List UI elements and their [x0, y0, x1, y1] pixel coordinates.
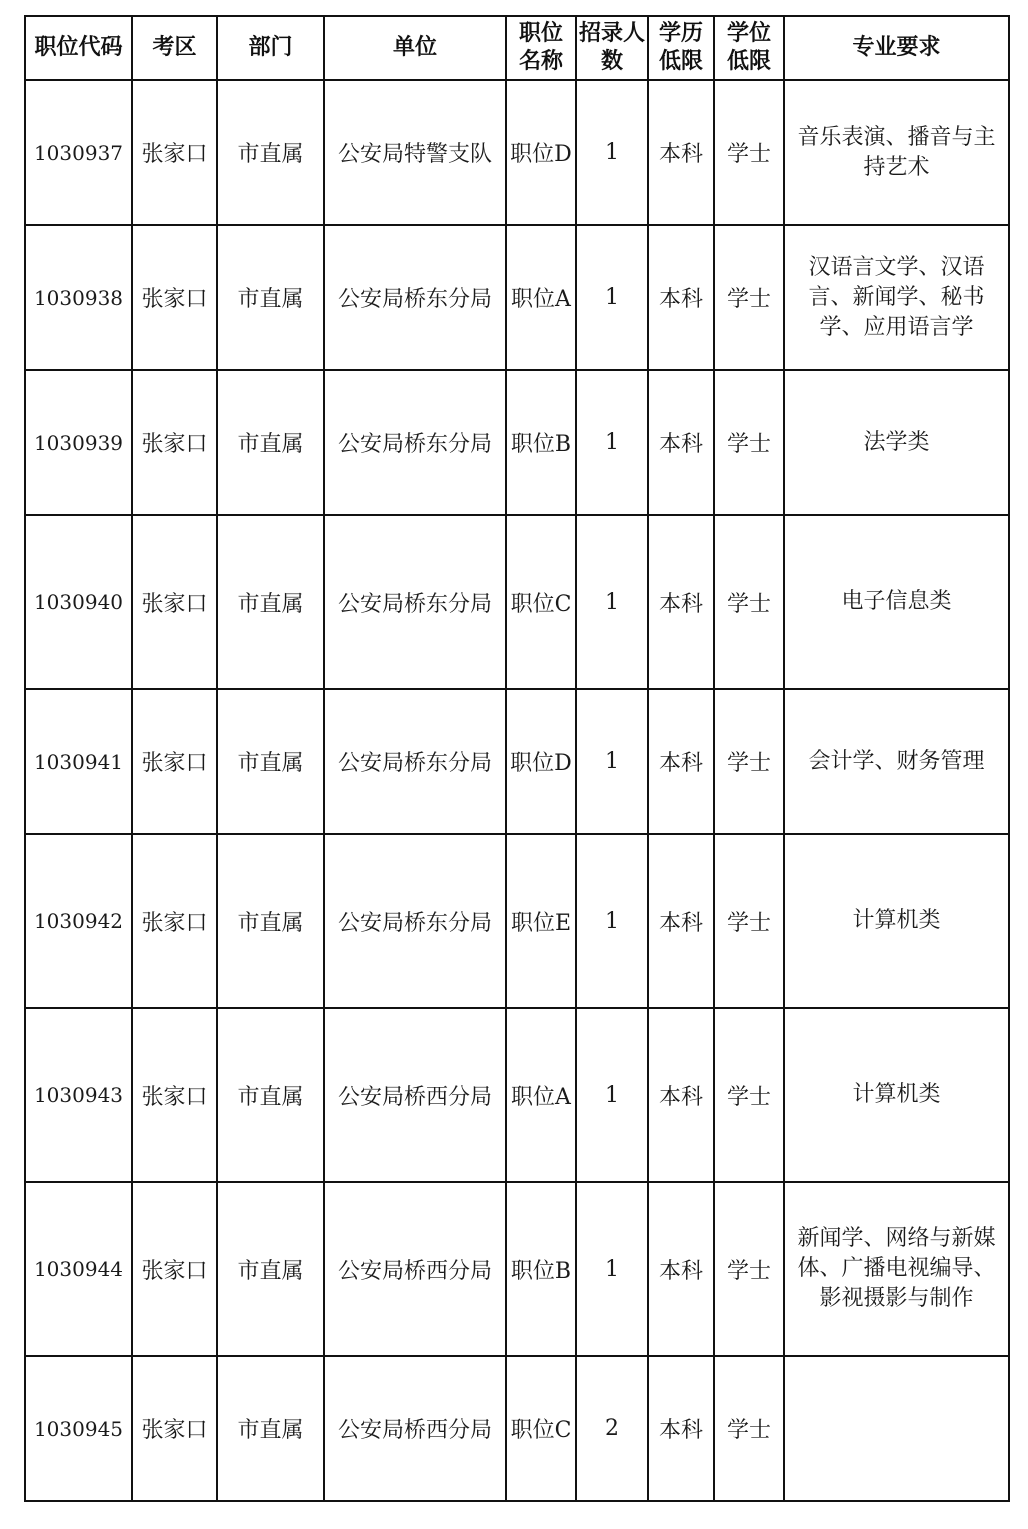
unit-cell: 公安局桥东分局: [324, 225, 506, 370]
department-cell: 市直属: [217, 80, 324, 225]
table-row: [25, 1008, 1009, 1182]
unit-cell: 公安局桥东分局: [324, 834, 506, 1008]
min-education-cell: 本科: [648, 1182, 714, 1356]
position-name-cell: 职位D: [506, 689, 576, 834]
position-name-cell: 职位C: [506, 1356, 576, 1501]
position-code-cell: 1030939: [25, 370, 132, 515]
min-education-cell: 本科: [648, 370, 714, 515]
header-row: [25, 16, 1009, 80]
unit-cell: 公安局桥西分局: [324, 1182, 506, 1356]
exam-area-cell: 张家口: [132, 1182, 217, 1356]
min-degree-cell: 学士: [714, 370, 784, 515]
table-row: [25, 834, 1009, 1008]
header-min-education: 学历低限: [648, 16, 714, 80]
exam-area-cell: 张家口: [132, 225, 217, 370]
hire-count-cell: 1: [576, 515, 648, 689]
department-cell: 市直属: [217, 1182, 324, 1356]
unit-cell: 公安局桥东分局: [324, 370, 506, 515]
department-cell: 市直属: [217, 1008, 324, 1182]
position-name-cell: 职位E: [506, 834, 576, 1008]
min-degree-cell: 学士: [714, 834, 784, 1008]
table-row: [25, 1356, 1009, 1501]
min-education-cell: 本科: [648, 515, 714, 689]
header-major-requirement: 专业要求: [784, 16, 1009, 80]
hire-count-cell: 1: [576, 689, 648, 834]
major-requirement-cell: 汉语言文学、汉语言、新闻学、秘书学、应用语言学: [784, 225, 1009, 370]
exam-area-cell: 张家口: [132, 834, 217, 1008]
exam-area-cell: 张家口: [132, 1356, 217, 1501]
major-requirement-cell: 计算机类: [784, 834, 1009, 1008]
position-name-cell: 职位C: [506, 515, 576, 689]
min-degree-cell: 学士: [714, 515, 784, 689]
table-row: [25, 1182, 1009, 1356]
min-education-cell: 本科: [648, 1356, 714, 1501]
department-cell: 市直属: [217, 1356, 324, 1501]
major-requirement-cell: 会计学、财务管理: [784, 689, 1009, 834]
min-education-cell: 本科: [648, 1008, 714, 1182]
position-name-cell: 职位B: [506, 370, 576, 515]
min-education-cell: 本科: [648, 80, 714, 225]
position-code-cell: 1030941: [25, 689, 132, 834]
major-requirement-cell: 电子信息类: [784, 515, 1009, 689]
header-unit: 单位: [324, 16, 506, 80]
header-hire-count: 招录人数: [576, 16, 648, 80]
min-degree-cell: 学士: [714, 80, 784, 225]
min-education-cell: 本科: [648, 225, 714, 370]
exam-area-cell: 张家口: [132, 80, 217, 225]
position-name-cell: 职位B: [506, 1182, 576, 1356]
hire-count-cell: 1: [576, 370, 648, 515]
position-name-cell: 职位A: [506, 1008, 576, 1182]
department-cell: 市直属: [217, 834, 324, 1008]
min-degree-cell: 学士: [714, 1008, 784, 1182]
position-code-cell: 1030945: [25, 1356, 132, 1501]
position-code-cell: 1030942: [25, 834, 132, 1008]
unit-cell: 公安局特警支队: [324, 80, 506, 225]
header-position-name: 职位名称: [506, 16, 576, 80]
hire-count-cell: 2: [576, 1356, 648, 1501]
min-degree-cell: 学士: [714, 1356, 784, 1501]
department-cell: 市直属: [217, 370, 324, 515]
min-education-cell: 本科: [648, 689, 714, 834]
position-code-cell: 1030937: [25, 80, 132, 225]
table-row: [25, 515, 1009, 689]
department-cell: 市直属: [217, 515, 324, 689]
major-requirement-cell: 法学类: [784, 370, 1009, 515]
recruitment-table: [24, 15, 1010, 1502]
table-row: [25, 689, 1009, 834]
hire-count-cell: 1: [576, 834, 648, 1008]
hire-count-cell: 1: [576, 1182, 648, 1356]
table-row: [25, 225, 1009, 370]
position-name-cell: 职位A: [506, 225, 576, 370]
position-code-cell: 1030943: [25, 1008, 132, 1182]
position-code-cell: 1030938: [25, 225, 132, 370]
header-min-degree: 学位低限: [714, 16, 784, 80]
department-cell: 市直属: [217, 225, 324, 370]
header-exam-area: 考区: [132, 16, 217, 80]
position-code-cell: 1030940: [25, 515, 132, 689]
major-requirement-cell: 新闻学、网络与新媒体、广播电视编导、影视摄影与制作: [784, 1182, 1009, 1356]
min-degree-cell: 学士: [714, 689, 784, 834]
position-code-cell: 1030944: [25, 1182, 132, 1356]
min-education-cell: 本科: [648, 834, 714, 1008]
major-requirement-cell: 计算机类: [784, 1008, 1009, 1182]
department-cell: 市直属: [217, 689, 324, 834]
unit-cell: 公安局桥西分局: [324, 1356, 506, 1501]
table-row: [25, 80, 1009, 225]
exam-area-cell: 张家口: [132, 370, 217, 515]
hire-count-cell: 1: [576, 80, 648, 225]
exam-area-cell: 张家口: [132, 689, 217, 834]
major-requirement-cell: [784, 1356, 1009, 1501]
exam-area-cell: 张家口: [132, 515, 217, 689]
header-department: 部门: [217, 16, 324, 80]
hire-count-cell: 1: [576, 1008, 648, 1182]
min-degree-cell: 学士: [714, 225, 784, 370]
hire-count-cell: 1: [576, 225, 648, 370]
unit-cell: 公安局桥东分局: [324, 689, 506, 834]
min-degree-cell: 学士: [714, 1182, 784, 1356]
unit-cell: 公安局桥西分局: [324, 1008, 506, 1182]
unit-cell: 公安局桥东分局: [324, 515, 506, 689]
header-position-code: 职位代码: [25, 16, 132, 80]
major-requirement-cell: 音乐表演、播音与主持艺术: [784, 80, 1009, 225]
position-name-cell: 职位D: [506, 80, 576, 225]
table-row: [25, 370, 1009, 515]
exam-area-cell: 张家口: [132, 1008, 217, 1182]
